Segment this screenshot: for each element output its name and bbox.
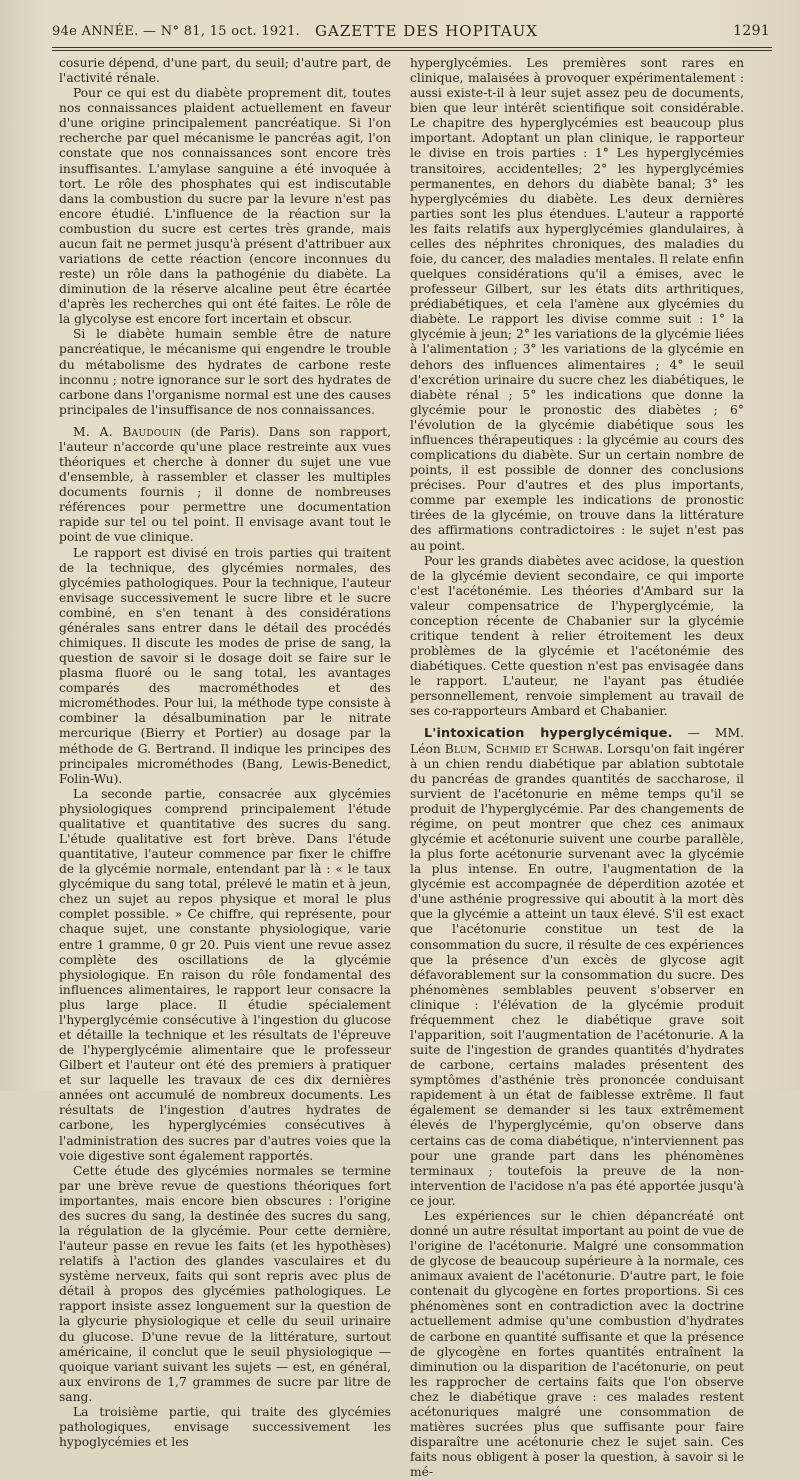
authors-prefix: — MM. Léon <box>410 726 744 756</box>
paragraph-text: La seconde partie, consacrée aux glycémies physiologiques comprend principalement l'étude qualitative et quantitative des sucres du sang. L'étude qualitative est fort brève. Dans l'étude quantitative, l'auteur commence par fixer le chiffre de la glycémie normale, entendant par là : « le taux glycémique du sang total, prélevé le matin et à jeun, chez un sujet au repos physique et moral le plus complet possible. » Ce chiffre, qui représente, pour chaque sujet, une constante physiologique, varie entre 1 gramme, 0 gr 20. Puis vient une revue assez complète des oscillations de la glycémie physiologique. En raison du rôle fondamental des influences alimentaires, le rapport leur consacre la plus large place. Il étudie spécialement l'hyperglycémie consécutive à l'ingestion du glucose et détaille la technique et les résultats de l'épreuve de l'hyperglycémie alimentaire que le professeur Gilbert et l'auteur ont été des premiers à pratiquer et sur laquelle les travaux de ces dix dernières années ont accumulé de nombreux documents. Les résultats de l'ingestion d'autres hydrates de carbone, les hyperglycémies consécutives à l'administration des sucres par d'autres voies que la voie digestive sont également rapportés. <box>59 786 391 1163</box>
issue-info: 94e ANNÉE. — N° 81, 15 oct. 1921. <box>52 24 301 39</box>
author-name: M. A. Baudouin <box>73 424 182 439</box>
paragraph <box>59 1405 391 1450</box>
paragraph-text: Si le diabète humain semble être de nature pancréatique, le mécanisme qui engendre le trouble du métabolisme des hydrates de carbone reste inconnu ; notre ignorance sur le sort des hydrates de carbone dans l'organisme normal est une des causes principales de l'insuffisance de nos connaissances. <box>59 327 392 417</box>
paragraph <box>59 1164 391 1405</box>
paragraph <box>410 1209 744 1480</box>
paragraph-text: Cette étude des glycémies normales se termine par une brève revue de questions théoriques fort importantes, mais encore bien obscures : l'origine des sucres du sang, la destinée des sucres du sang, la régulation de la glycémie. Pour cette dernière, l'auteur passe en revue les faits (et les hypothèses) relatifs à l'action des glandes vasculaires et du système nerveux, faits qui sont repris avec plus de détail à propos des glycémies pathologiques. Le rapport insiste assez longuement sur la question de la glycurie physiologique et celle du seuil urinaire du glucose. D'une revue de la littérature, surtout américaine, il conclut que le seuil physiologique — quoique variant suivant les sujets — est, en général, aux environs de 1,7 grammes de sucre par litre de sang. <box>59 1163 391 1404</box>
paragraph-text: (de Paris). Dans son rapport, l'auteur n'accorde qu'une place restreinte aux vues théoriques et cherche à donner du sujet une vue d'ensemble, à rassembler et classer les multiples documents fournis ; il donne de nombreuses références pour permettre une documentation rapide sur tel ou tel point. Il envisage avant tout le point de vue clinique. <box>59 424 391 545</box>
section-heading: L'intoxication hyperglycémique. <box>424 726 673 742</box>
running-header <box>52 20 780 42</box>
paragraph-text: La troisième partie, qui traite des glycémies pathologiques, envisage successivement les hypoglycémies et les <box>59 1404 391 1450</box>
right-column <box>410 56 744 1480</box>
journal-title: GAZETTE DES HOPITAUX <box>315 22 538 40</box>
page-number: 1291 <box>733 23 770 39</box>
paragraph <box>59 86 391 327</box>
paragraph-text: Pour les grands diabètes avec acidose, la question de la glycémie devient secondaire, ce qui importe c'est l'acétonémie. Les théories d'Ambard sur la valeur compensatrice de l'hyperglycémie, la conception récente de Chabanier sur la glycémie critique tendent à relier étroitement les deux problèmes de la glycémie et l'acétonémie des diabétiques. Cette question n'est pas envisagée dans le rapport. L'auteur, ne l'ayant pas étudiée personnellement, renvoie simplement au travail de ses co-rapporteurs Ambard et Chabanier. <box>410 553 744 719</box>
authors: Blum, Schmid et Schwab <box>444 741 600 756</box>
paragraph <box>59 425 391 546</box>
paragraph <box>59 56 391 86</box>
header-rule <box>52 47 772 48</box>
paragraph-text: cosurie dépend, d'une part, du seuil; d'autre part, de l'activité rénale. <box>59 56 391 86</box>
paragraph <box>59 327 391 417</box>
header-rule-double <box>52 50 772 51</box>
paragraph <box>410 726 744 1209</box>
paragraph <box>59 546 391 787</box>
paragraph-text: Les expériences sur le chien dépancréaté ont donné un autre résultat important au point de vue de l'origine de l'acétonurie. Malgré une consommation de glycose de beaucoup supérieure à la normale, ces animaux avaient de l'acétonurie. D'autre part, le foie contenait du glycogène en fortes proportions. Si ces phénomènes sont en contradiction avec la doctrine actuellement admise qu'une combustion d'hydrates de carbone en quantité suffisante et que la présence de glycogène en fortes quantités entraînent la diminution ou la disparition de l'acétonurie, on peut les rapprocher de certains faits que l'on observe chez le diabétique grave : ces malades restent acétonuriques malgré une consommation de matières sucrées plus que suffisante pour faire disparaître une acétonurie chez le sujet sain. Ces faits nous obligent à poser la question, à savoir si le mé- <box>410 1208 744 1480</box>
paragraph <box>59 787 391 1164</box>
paragraph-text: Pour ce qui est du diabète proprement dit, toutes nos connaissances plaident actuellement en faveur d'une origine principalement pancréatique. Si l'on recherche par quel mécanisme le pancréas agit, l'on constate que nos connaissances sont encore très insuffisantes. L'amylase sanguine a été invoquée à tort. Le rôle des phosphates qui est indiscutable dans la combustion du sucre par la levure n'est pas encore étudié. L'influence de la réaction sur la combustion du sucre est certes très grande, mais aucun fait ne permet jusqu'à présent d'attribuer aux variations de cette réaction (encore inconnues du reste) un rôle dans la pathogénie du diabète. La diminution de la réserve alcaline peut être écartée d'après les recherches qui ont été faites. Le rôle de la glycolyse est encore fort incertain et obscur. <box>59 86 391 327</box>
paragraph-text: hyperglycémies. Les premières sont rares en clinique, malaisées à provoquer expérimentalement : aussi existe-t-il à leur sujet assez peu de documents, bien que leur intérêt scientifique soit considérable. Le chapitre des hyperglycémies est beaucoup plus important. Adoptant un plan clinique, le rapporteur le divise en trois parties : 1° Les hyperglycémies transitoires, accidentelles; 2° les hyperglycémies permanentes, en dehors du diabète banal; 3° les hyperglycémies du diabète. Les deux dernières parties sont les plus étendues. L'auteur a rapporté les faits relatifs aux hyperglycémies glandulaires, à celles des néphrites chroniques, des maladies du foie, du cancer, des maladies mentales. Il relate enfin quelques considérations qu'il a émises, avec le professeur Gilbert, sur les états dits arthritiques, prédiabétiques, et cela l'amène aux glycémies du diabète. Le rapport les divise comme suit : 1° la glycémie à jeun; 2° les variations de la glycémie liées à l'alimentation ; 3° les variations de la glycémie en dehors des influences alimentaires ; 4° le seuil d'excrétion urinaire du sucre chez les diabétiques, le diabète rénal ; 5° les indications que donne la glycémie pour le pronostic des diabètes ; 6° l'évolution de la glycémie diabétique sous les influences thérapeutiques : la glycémie au cours des complications du diabète. Sur un certain nombre de points, il est possible de donner des conclusions précises. Pour d'autres et des plus importants, comme par exemple les indications de pronostic tirées de la glycémie, on trouve dans la littérature des affirmations contradictoires : le sujet n'est pas au point. <box>410 56 744 553</box>
paragraph <box>410 554 744 720</box>
paragraph <box>410 56 744 554</box>
left-column <box>59 56 391 1450</box>
paragraph-text: Le rapport est divisé en trois parties qui traitent de la technique, des glycémies normales, des glycémies pathologiques. Pour la technique, l'auteur envisage successivement le sucre libre et le sucre combiné, en s'en tenant à des considérations générales sans entrer dans le détail des procédés chimiques. Il discute les modes de prise de sang, la question de savoir si le dosage doit se faire sur le plasma fluoré ou le sang total, les avantages comparés des macrométhodes et des microméthodes. Pour lui, la méthode type consiste à combiner la désalbumination par le nitrate mercurique (Bierry et Portier) au dosage par la méthode de G. Bertrand. Il indique les principes des principales microméthodes (Bang, Lewis-Benedict, Folin-Wu). <box>59 545 391 786</box>
paragraph-text: . Lorsqu'on fait ingérer à un chien rendu diabétique par ablation subtotale du pancréas de grandes quantités de saccharose, il survient de l'acétonurie en même temps qu'il se produit de l'hyperglycémie. Par des changements de régime, on peut montrer que chez ces animaux glycémie et acétonurie suivent une courbe parallèle, la plus forte acétonurie survenant avec la glycémie la plus intense. En outre, l'augmentation de la glycémie est accompagnée de déperdition azotée et d'une asthénie progressive qui aboutit à la mort dès que la glycémie a atteint un taux élevé. S'il est exact que l'acétonurie constitue un test de la consommation du sucre, il résulte de ces expériences que la présence d'un excès de glycose agit défavorablement sur la consommation du sucre. Des phénomènes semblables peuvent s'observer en clinique : l'élévation de la glycémie produit fréquemment chez le diabétique grave soit l'apparition, soit l'augmentation de l'acétonurie. A la suite de l'ingestion de grandes quantités d'hydrates de carbone, certains malades présentent des symptômes d'asthénie très prononcée conduisant rapidement à un état de faiblesse extrême. Il faut également se demander si les taux extrêmement élevés de l'hyperglycémie, qu'on observe dans certains cas de coma diabétique, n'interviennent pas pour une grande part dans les phénomènes terminaux ; toutefois la preuve de la non-intervention de l'acidose n'a pas été apportée jusqu'à ce jour. <box>410 741 744 1208</box>
